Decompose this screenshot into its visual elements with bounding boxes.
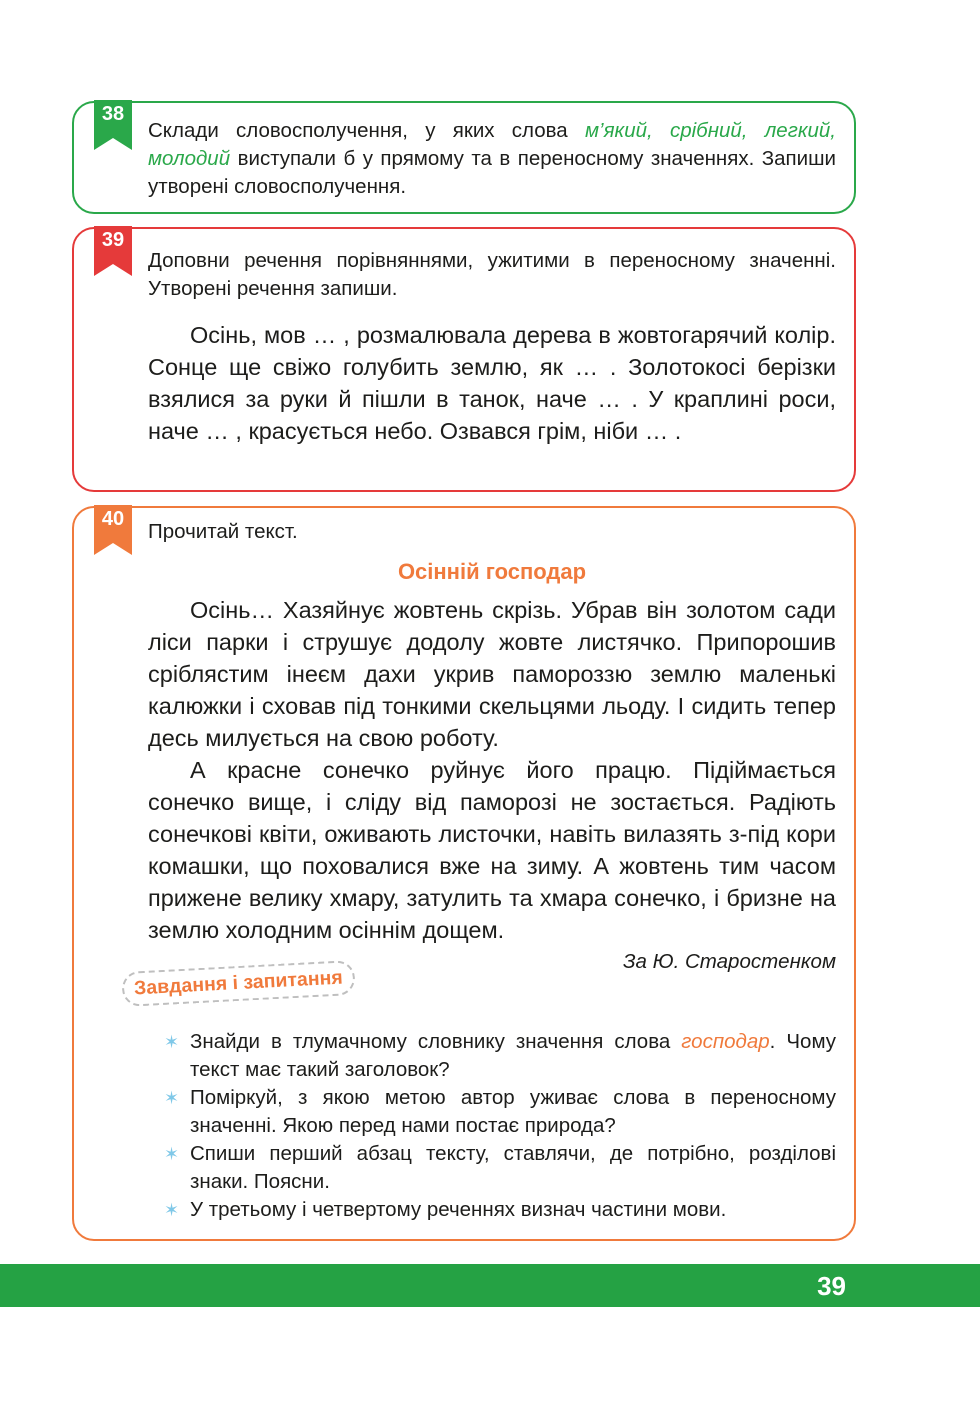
exercise-39-instruction: Доповни речення порівняннями, ужитими в переносному значенні. Утворені речення запиши. (148, 249, 836, 300)
exercise-40-number: 40 (101, 508, 125, 530)
list-item (164, 1084, 836, 1140)
task-2-text: Поміркуй, з якою метою автор уживає слова в переносному значенні. Якою перед нами постає природа? (190, 1086, 836, 1137)
asterisk-icon: ✶ (164, 1032, 180, 1052)
exercise-38-badge (94, 100, 132, 150)
list-item (164, 1196, 836, 1224)
exercise-39-badge (94, 226, 132, 276)
page-footer (0, 1264, 980, 1307)
exercise-38-box (72, 101, 856, 214)
exercise-38-text-after: виступали б у прямому та в переносному значеннях. Запиши утворені словосполучення. (148, 147, 836, 198)
story-author: За Ю. Старостенком (622, 950, 836, 973)
tasks-list (164, 1028, 836, 1224)
task-4-text: У третьому і четвертому реченнях визнач частини мови. (190, 1198, 727, 1221)
asterisk-icon: ✶ (164, 1200, 180, 1220)
exercise-38-text-before: Склади словосполучення, у яких слова (148, 119, 585, 142)
asterisk-icon: ✶ (164, 1088, 180, 1108)
tasks-label: Завдання і запитання (121, 960, 355, 1007)
story-title: Осінній господар (397, 559, 587, 584)
exercise-40-instruction: Прочитай текст. (148, 520, 298, 543)
exercise-39-passage: Осінь, мов … , розмалювала дерева в жовтогарячий колір. Сонце ще свіжо голубить землю, як … . Золотокосі берізки взялися за руки й пішли в танок, наче … . У краплині роси, наче … , красується небо. Озвався грім, ніби … . (148, 322, 836, 444)
page-number: 39 (817, 1271, 846, 1301)
list-item (164, 1140, 836, 1196)
exercise-38-text (148, 117, 836, 201)
list-item (164, 1028, 836, 1084)
task-3-text: Спиши перший абзац тексту, ставлячи, де потрібно, розділові знаки. Поясни. (190, 1142, 836, 1193)
exercise-38-key-words: м’який, срібний, легкий, молодий (148, 119, 836, 170)
exercise-38-number: 38 (101, 103, 125, 125)
task-1-text-before: Знайди в тлумачному словнику значення слова (190, 1030, 682, 1053)
exercise-40-badge (94, 505, 132, 555)
exercise-40-box (72, 506, 856, 1241)
task-1-text-after: . Чому текст має такий заголовок? (190, 1030, 837, 1081)
exercise-39-content (148, 247, 836, 447)
exercise-39-box (72, 227, 856, 492)
story-paragraph-2: А красне сонечко руйнує його працю. Підіймається сонечко вище, і сліду від паморозі не зостається. Радіють сонечкові квіти, оживають листочки, навіть вилазять з-під кори комашки, що поховалися вже на зиму. А жовтень тим часом прижене велику хмару, затулить та хмара сонечко, і бризне на землю холодним осіннім дощем. (148, 757, 836, 943)
exercise-40-content (148, 518, 836, 976)
story-paragraph-1: Осінь… Хазяйнує жовтень скрізь. Убрав він золотом сади ліси парки і струшує додолу жовте листячко. Припорошив сріблястим інеєм дахи укрив памороззю землю маленькі калюжки і сховав під тонкими скельцями льоду. І сидить тепер десь милується на свою роботу. (148, 597, 836, 751)
task-1-key-word: господар (681, 1030, 770, 1053)
exercise-39-number: 39 (101, 229, 125, 251)
asterisk-icon: ✶ (164, 1144, 180, 1164)
